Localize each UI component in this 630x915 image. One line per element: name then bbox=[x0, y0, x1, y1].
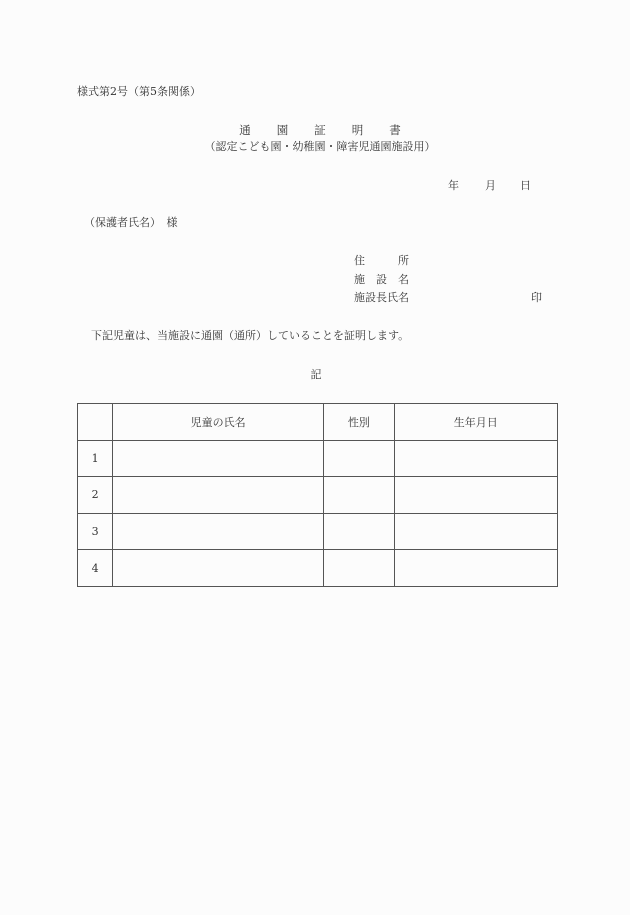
issuer-director-label: 施設長氏名 bbox=[354, 291, 409, 304]
certification-statement: 下記児童は、当施設に通園（通所）していることを証明します。 bbox=[91, 329, 410, 342]
table-header-row bbox=[78, 404, 558, 441]
row-number: 2 bbox=[78, 477, 113, 514]
seal-mark: 印 bbox=[531, 291, 542, 304]
row-number: 3 bbox=[78, 513, 113, 550]
dob-cell[interactable] bbox=[394, 440, 557, 477]
title-char: 通 bbox=[239, 123, 251, 137]
header-child-name: 児童の氏名 bbox=[113, 404, 324, 441]
title-char: 明 bbox=[351, 123, 364, 137]
table-row bbox=[78, 513, 558, 550]
ki-heading: 記 bbox=[310, 368, 322, 381]
sex-cell[interactable] bbox=[324, 513, 395, 550]
issuer-address-label: 住 所 bbox=[354, 254, 409, 267]
row-number: 1 bbox=[78, 440, 113, 477]
sex-cell[interactable] bbox=[324, 477, 395, 514]
guardian-name-line: （保護者氏名） 様 bbox=[84, 216, 178, 229]
children-table bbox=[77, 403, 558, 587]
dob-cell[interactable] bbox=[394, 513, 557, 550]
child-name-cell[interactable] bbox=[113, 440, 324, 477]
document-subtitle: （認定こども園・幼稚園・障害児通園施設用） bbox=[204, 140, 436, 153]
sex-cell[interactable] bbox=[324, 440, 395, 477]
dob-cell[interactable] bbox=[394, 550, 557, 587]
child-name-cell[interactable] bbox=[113, 477, 324, 514]
title-char: 証 bbox=[314, 123, 326, 137]
child-name-cell[interactable] bbox=[113, 550, 324, 587]
table-row bbox=[78, 440, 558, 477]
header-date-of-birth: 生年月日 bbox=[394, 404, 557, 441]
date-day-label: 日 bbox=[520, 179, 531, 192]
date-year-label: 年 bbox=[448, 179, 459, 192]
table-row bbox=[78, 477, 558, 514]
header-sex: 性別 bbox=[324, 404, 395, 441]
header-number bbox=[78, 404, 113, 441]
row-number: 4 bbox=[78, 550, 113, 587]
dob-cell[interactable] bbox=[394, 477, 557, 514]
date-month-label: 月 bbox=[485, 179, 496, 192]
title-char: 書 bbox=[389, 123, 401, 137]
child-name-cell[interactable] bbox=[113, 513, 324, 550]
document-title bbox=[0, 123, 630, 137]
title-char: 園 bbox=[276, 123, 289, 137]
form-number: 様式第2号（第5条関係） bbox=[77, 85, 201, 98]
sex-cell[interactable] bbox=[324, 550, 395, 587]
table-row bbox=[78, 550, 558, 587]
issuer-facility-label: 施 設 名 bbox=[354, 273, 409, 286]
